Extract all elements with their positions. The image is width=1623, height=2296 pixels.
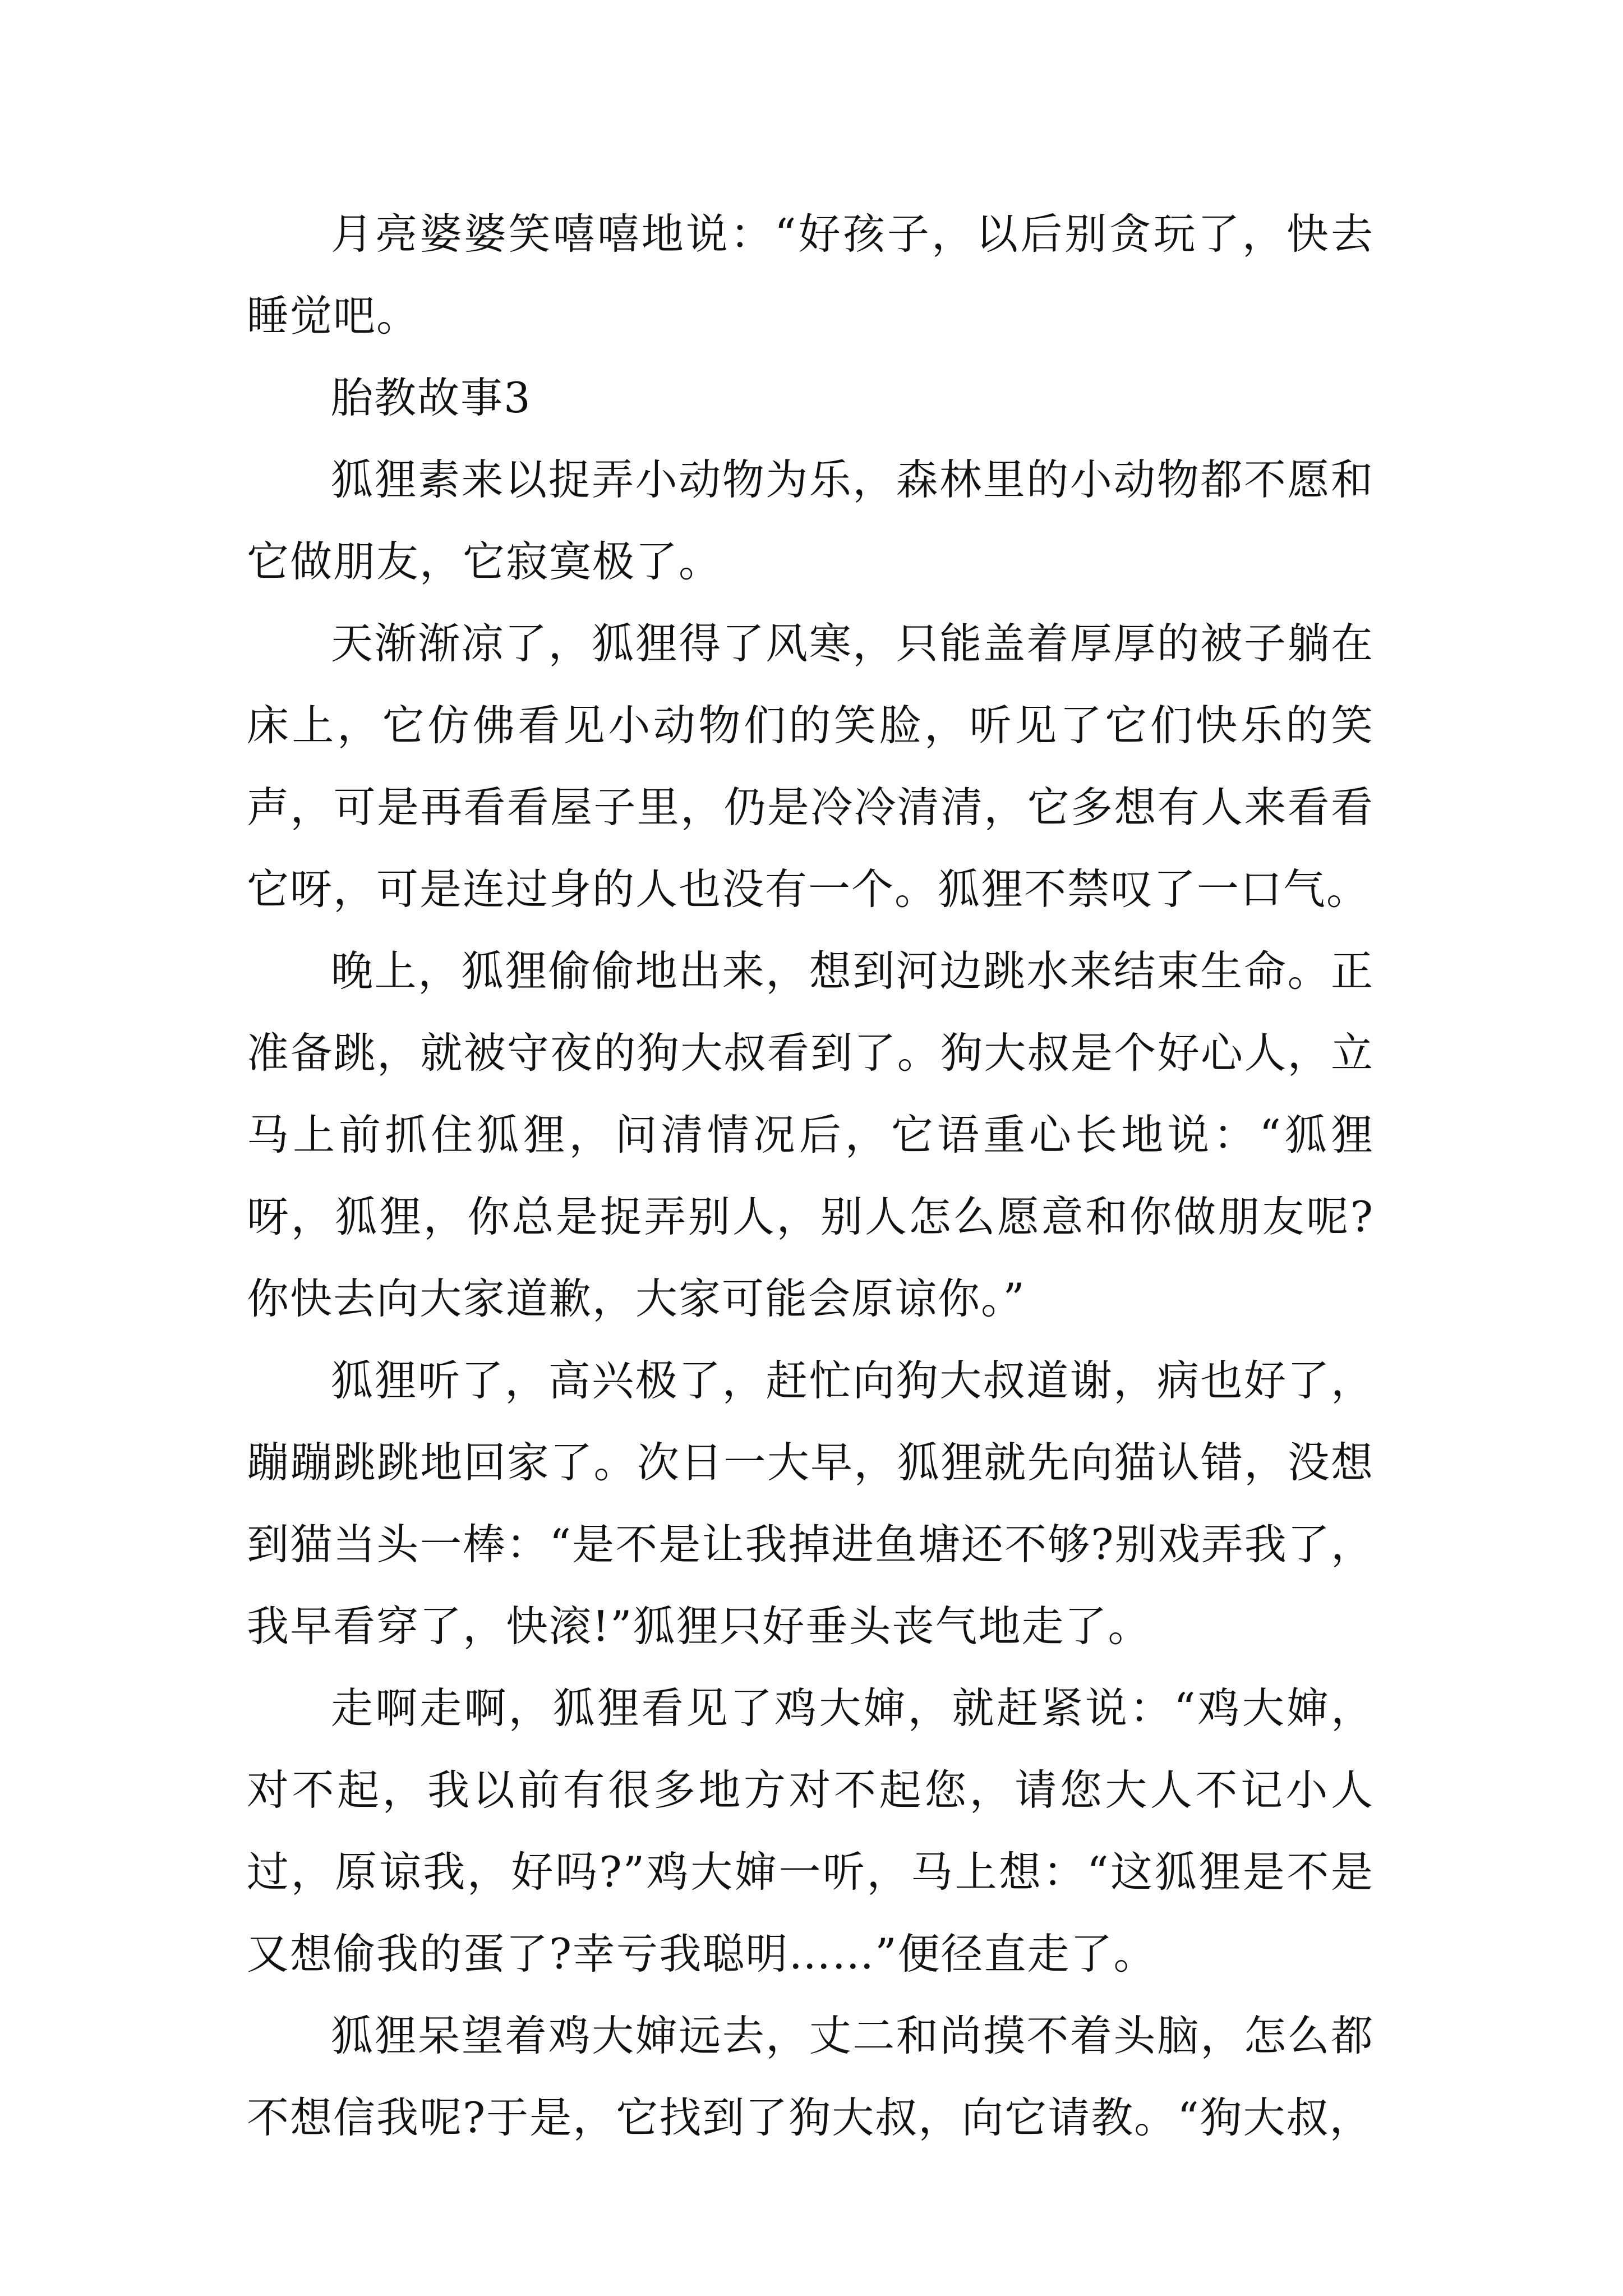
paragraph-fox-sick: 天渐渐凉了，狐狸得了风寒，只能盖着厚厚的被子躺在床上，它仿佛看见小动物们的笑脸，听见了它们快乐的笑声，可是再看看屋子里，仍是冷冷清清，它多想有人来看看它呀，可是连过身的人也没有一个。狐狸不禁叹了一口气。 [247, 619, 1374, 914]
paragraph-hen-apology: 走啊走啊，狐狸看见了鸡大婶，就赶紧说：“鸡大婶，对不起，我以前有很多地方对不起您，请您大人不记小人过，原谅我，好吗?”鸡大婶一听，马上想：“这狐狸是不是又想偷我的蛋了?幸亏我聪明……”便径直走了。 [247, 1683, 1374, 1978]
paragraph-riverside: 晚上，狐狸偷偷地出来，想到河边跳水来结束生命。正准备跳，就被守夜的狗大叔看到了。狗大叔是个好心人，立马上前抓住狐狸，问清情况后，它语重心长地说：“狐狸呀，狐狸，你总是捉弄别人，别人怎么愿意和你做朋友呢?你快去向大家道歉，大家可能会原谅你。” [247, 946, 1374, 1323]
document-body [247, 193, 1374, 2159]
paragraph-moon-grandma: 月亮婆婆笑嘻嘻地说：“好孩子，以后别贪玩了，快去睡觉吧。 [247, 209, 1374, 341]
paragraph-fox-intro: 狐狸素来以捉弄小动物为乐，森林里的小动物都不愿和它做朋友，它寂寞极了。 [247, 455, 1374, 586]
paragraph-fox-confused: 狐狸呆望着鸡大婶远去，丈二和尚摸不着头脑，怎么都不想信我呢?于是，它找到了狗大叔，向它请教。“狗大叔， [247, 2011, 1374, 2142]
paragraph-cat-apology: 狐狸听了，高兴极了，赶忙向狗大叔道谢，病也好了，蹦蹦跳跳地回家了。次日一大早，狐狸就先向猫认错，没想到猫当头一棒：“是不是让我掉进鱼塘还不够?别戏弄我了，我早看穿了，快滚!”狐狸只好垂头丧气地走了。 [247, 1356, 1374, 1651]
story-heading: 胎教故事3 [331, 373, 532, 422]
